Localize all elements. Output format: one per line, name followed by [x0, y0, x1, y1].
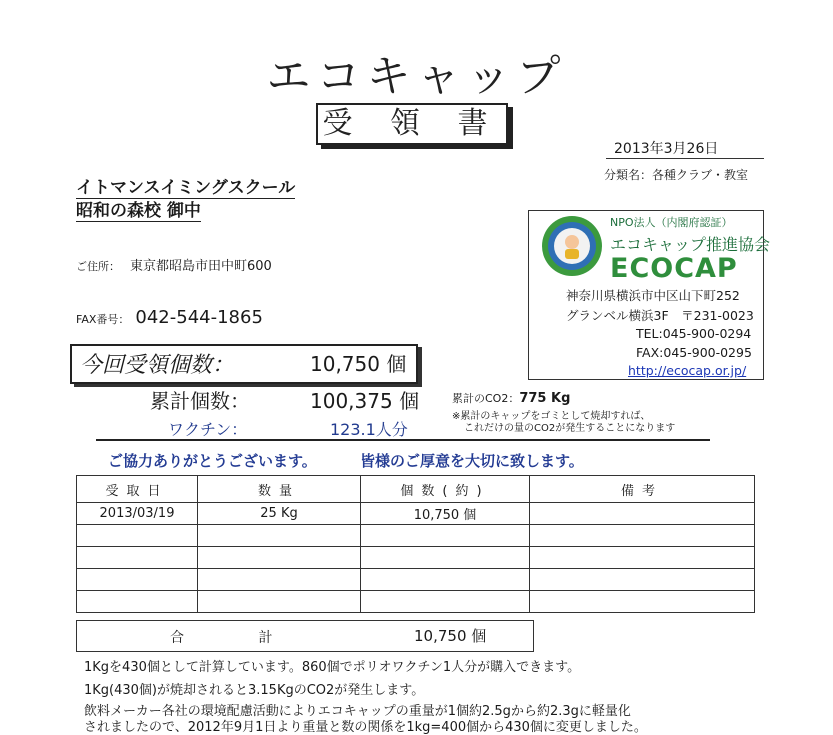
organization-name-jp: エコキャップ推進協会 — [610, 235, 771, 254]
cell-date — [77, 569, 198, 591]
department: 分類名：各種クラブ・教室 — [604, 168, 749, 182]
cell-count — [361, 525, 530, 547]
co2-note-line1: ※累計のキャップをゴミとして焼却すれば、 — [452, 411, 651, 422]
document-title: エコキャップ — [266, 51, 567, 102]
cell-count — [361, 591, 530, 613]
received-value: 10,750 個 — [310, 352, 407, 376]
recipient-branch: 昭和の森校 御中 — [76, 196, 201, 222]
cell-quantity — [198, 591, 361, 613]
cell-date — [77, 547, 198, 569]
cell-remarks — [530, 591, 755, 613]
vaccine-label: ワクチン： — [168, 420, 248, 439]
organization-url-link[interactable]: http://ecocap.or.jp/ — [628, 363, 747, 378]
cell-quantity: 25 Kg — [198, 503, 361, 525]
note-line-1: 1Kgを430個として計算しています。860個でポリオワクチン1人分が購入できます。 — [84, 660, 581, 675]
cell-remarks — [530, 547, 755, 569]
organization-npo: NPO法人（内閣府認証） — [610, 216, 733, 229]
cell-quantity — [198, 569, 361, 591]
cell-count — [361, 569, 530, 591]
address-label: ご住所： — [76, 260, 120, 273]
organization-name-en: ECOCAP — [610, 253, 738, 284]
table-total-label: 合 計 — [170, 630, 273, 646]
table-row — [77, 525, 755, 547]
total-value: 100,375 個 — [310, 389, 420, 413]
cell-date: 2013/03/19 — [77, 503, 198, 525]
document-subtitle: 受 領 書 — [316, 103, 508, 145]
organization-fax: FAX:045-900-0295 — [636, 345, 752, 360]
column-header-count: 個数(約) — [361, 476, 530, 503]
receipt-table — [76, 475, 755, 613]
note-line-2: 1Kg(430個)が焼却されると3.15KgのCO2が発生します。 — [84, 683, 425, 698]
cell-quantity — [198, 547, 361, 569]
table-total-value: 10,750 個 — [414, 627, 487, 645]
column-header-date: 受取日 — [77, 476, 198, 503]
recipient-address — [76, 255, 272, 274]
recipient-name: イトマンスイミングスクール — [76, 173, 295, 199]
fax-label: FAX番号： — [76, 313, 130, 326]
co2-value: 775 Kg — [519, 391, 571, 406]
column-header-remarks: 備考 — [530, 476, 755, 503]
cell-remarks — [530, 569, 755, 591]
cell-date — [77, 525, 198, 547]
received-label: 今回受領個数： — [80, 353, 235, 378]
cell-count: 10,750 個 — [361, 503, 530, 525]
organization-address2: グランベル横浜3F 〒231-0023 — [566, 308, 754, 323]
cell-remarks — [530, 525, 755, 547]
thanks-message: ご協力ありがとうございます。 — [108, 452, 317, 470]
total-label: 累計個数： — [150, 389, 250, 413]
co2-total — [452, 390, 570, 406]
divider — [96, 439, 710, 441]
cell-count — [361, 547, 530, 569]
address-value: 東京都昭島市田中町600 — [130, 259, 272, 274]
organization-address1: 神奈川県横浜市中区山下町252 — [566, 288, 740, 303]
table-row — [77, 569, 755, 591]
cell-remarks — [530, 503, 755, 525]
table-row — [77, 591, 755, 613]
ecocap-emblem-icon — [540, 214, 604, 278]
co2-note-line2: これだけの量のCO2が発生することになります — [464, 423, 676, 434]
table-header-row — [77, 476, 755, 503]
cell-date — [77, 591, 198, 613]
issue-date: 2013年3月26日 — [606, 138, 764, 159]
table-row — [77, 503, 755, 525]
column-header-quantity: 数量 — [198, 476, 361, 503]
co2-note — [452, 411, 675, 435]
cell-quantity — [198, 525, 361, 547]
recipient-fax — [76, 307, 263, 328]
note-line-3: 飲料メーカー各社の環境配慮活動によりエコキャップの重量が1個約2.5gから約2.3gに軽量化 — [84, 704, 631, 719]
fax-value: 042-544-1865 — [135, 307, 263, 328]
note-line-4: されましたので、2012年9月1日より重量と数の関係を1kg=400個から430個に変更しました。 — [84, 720, 647, 735]
vaccine-value: 123.1人分 — [330, 420, 408, 439]
organization-tel: TEL:045-900-0294 — [636, 326, 752, 341]
appreciation-message: 皆様のご厚意を大切に致します。 — [360, 452, 584, 470]
co2-label: 累計のCO2： — [452, 392, 520, 405]
table-row — [77, 547, 755, 569]
